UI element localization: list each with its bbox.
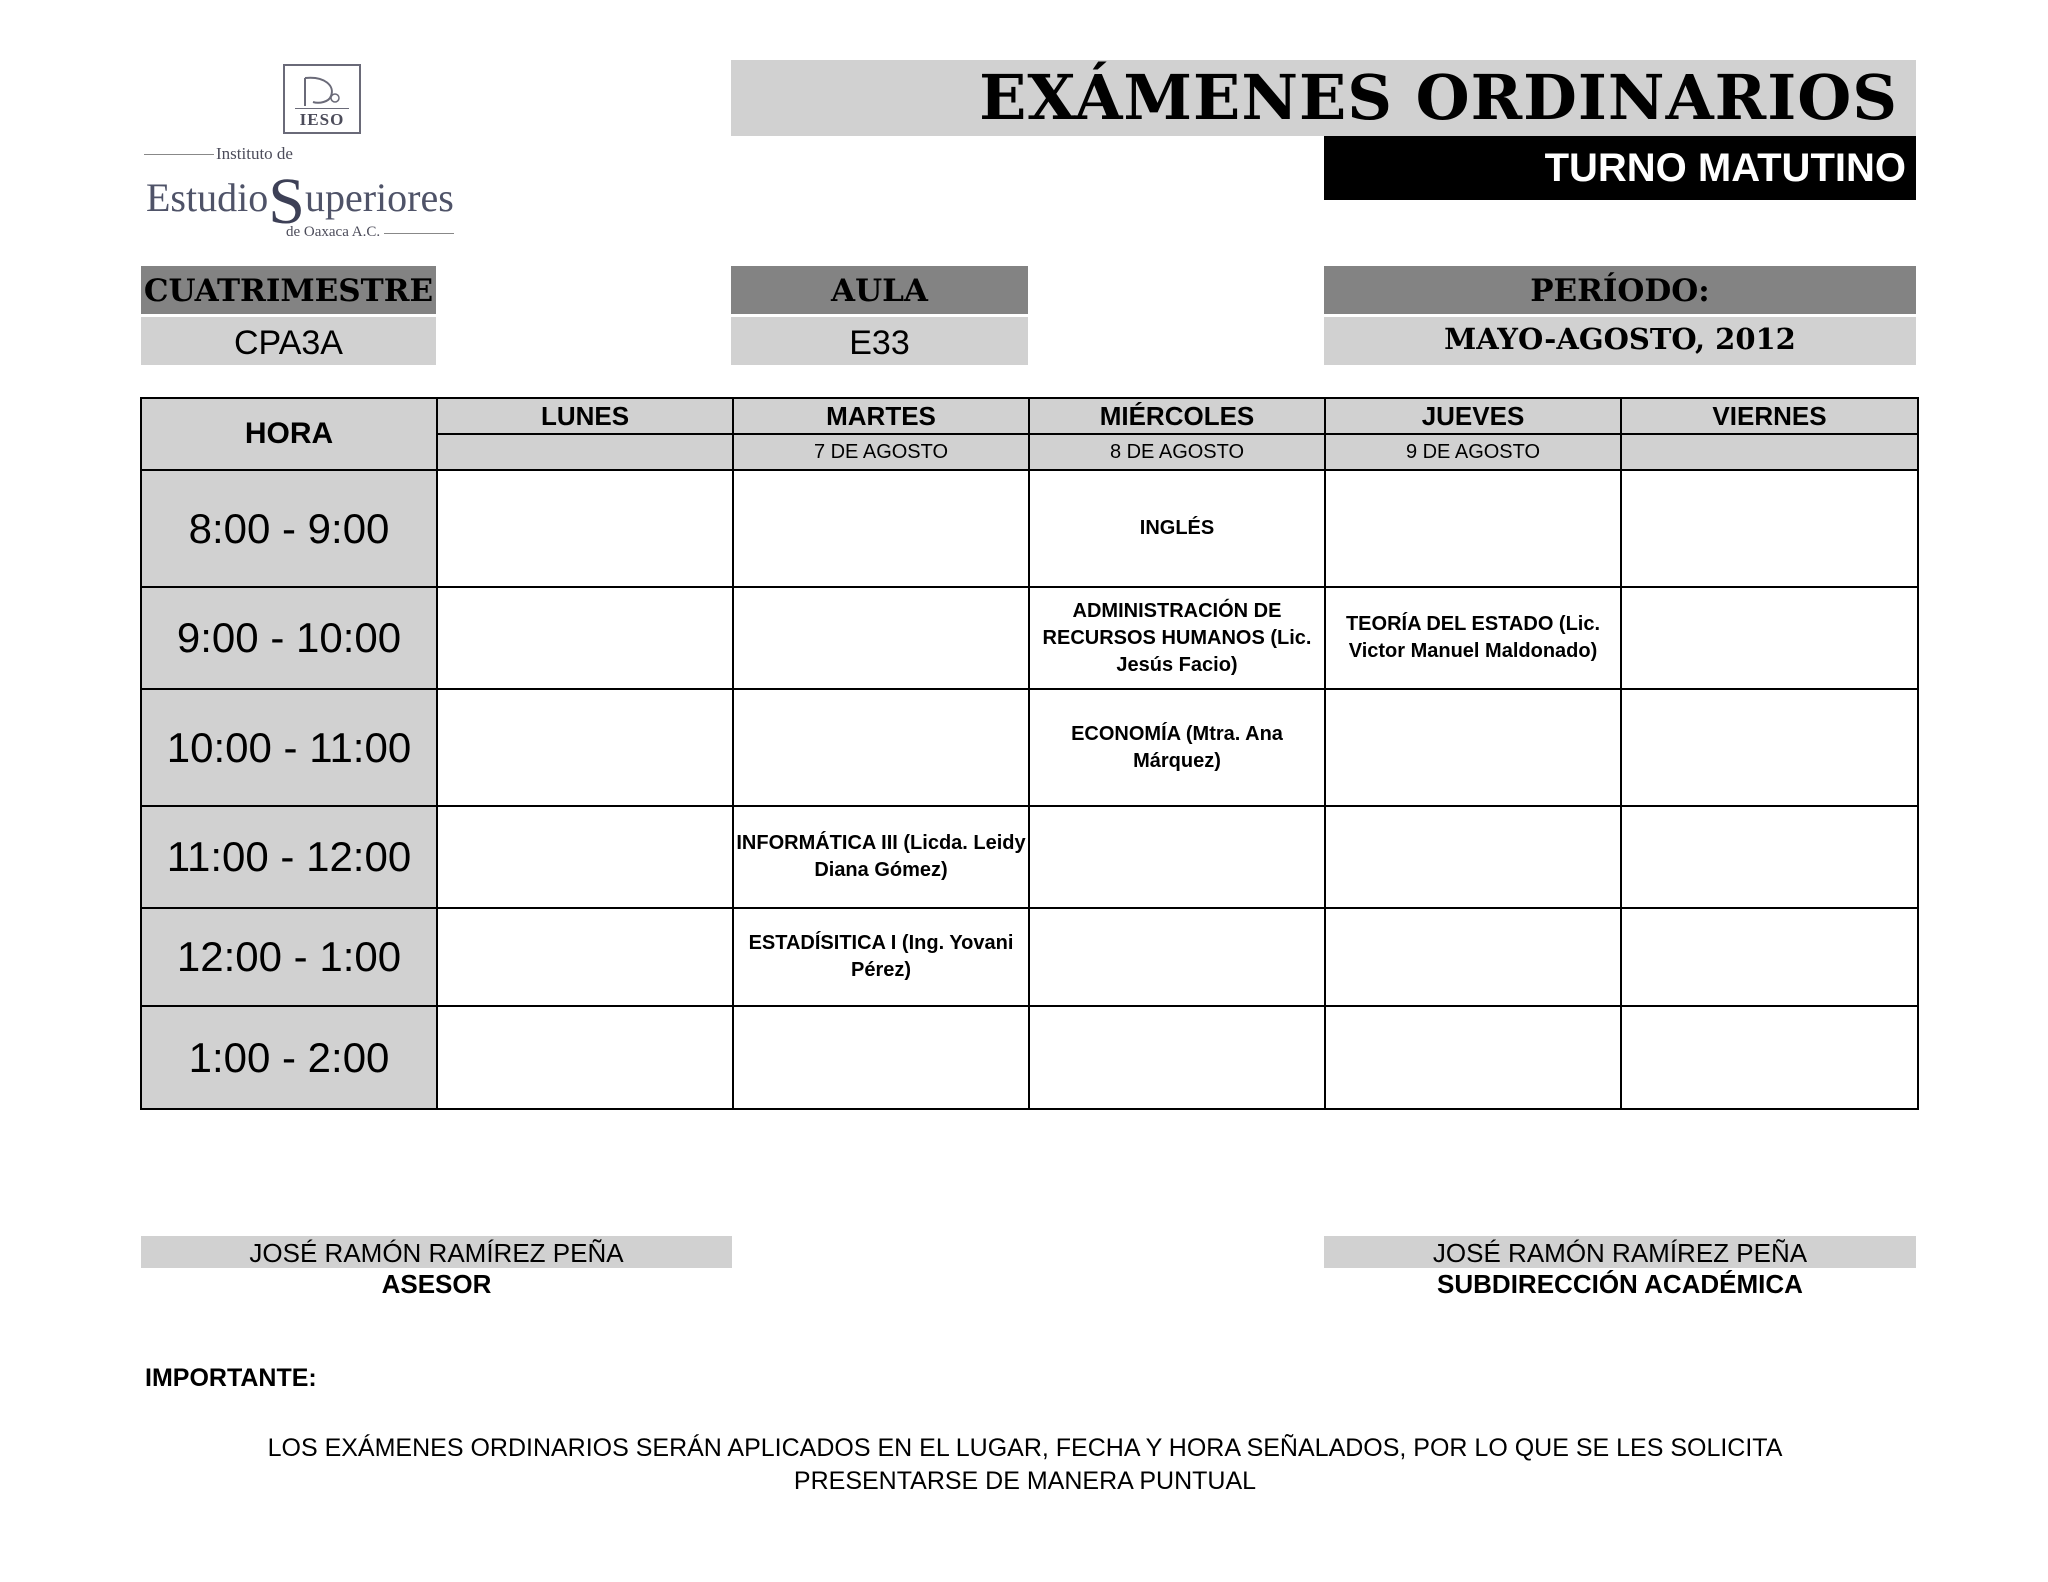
exam-cell: INFORMÁTICA III (Licda. Leidy Diana Gómez) (733, 806, 1029, 908)
exam-cell (1029, 1006, 1325, 1109)
exam-cell: ECONOMÍA (Mtra. Ana Márquez) (1029, 689, 1325, 806)
table-row (141, 806, 1918, 908)
time-slot: 11:00 - 12:00 (141, 806, 437, 908)
subdirector-role: SUBDIRECCIÓN ACADÉMICA (1437, 1269, 1803, 1299)
advisor-name: JOSÉ RAMÓN RAMÍREZ PEÑA (141, 1236, 732, 1268)
logo-institute-line: Instituto de (216, 144, 293, 163)
cuatrimestre-label: CUATRIMESTRE (141, 266, 436, 314)
time-slot: 8:00 - 9:00 (141, 470, 437, 587)
exam-cell (1621, 908, 1918, 1006)
table-row (141, 470, 1918, 587)
day-header-miercoles: MIÉRCOLES (1029, 398, 1325, 434)
date-lunes (437, 434, 733, 470)
exam-cell (733, 689, 1029, 806)
exam-cell (1621, 587, 1918, 689)
shift-label: TURNO MATUTINO (1544, 146, 1906, 190)
logo-seal-text: IESO (299, 110, 345, 129)
exam-cell (1325, 1006, 1621, 1109)
hora-header: HORA (141, 398, 437, 470)
exam-cell (1325, 689, 1621, 806)
day-header-lunes: LUNES (437, 398, 733, 434)
date-martes: 7 DE AGOSTO (733, 434, 1029, 470)
logo-main-part2: uperiores (304, 175, 454, 220)
time-slot: 12:00 - 1:00 (141, 908, 437, 1006)
exam-cell (437, 470, 733, 587)
table-header-days (141, 398, 1918, 434)
shift-banner (1324, 136, 1916, 200)
logo-seal (283, 64, 361, 134)
exam-cell: ESTADÍSITICA I (Ing. Yovani Pérez) (733, 908, 1029, 1006)
advisor-role: ASESOR (381, 1269, 492, 1299)
time-slot: 10:00 - 11:00 (141, 689, 437, 806)
time-slot: 9:00 - 10:00 (141, 587, 437, 689)
day-header-jueves: JUEVES (1325, 398, 1621, 434)
day-header-viernes: VIERNES (1621, 398, 1918, 434)
exam-cell (1325, 908, 1621, 1006)
page-title: EXÁMENES ORDINARIOS (979, 61, 1898, 134)
logo-big-s: S (268, 165, 305, 238)
cuatrimestre-value: CPA3A (141, 317, 436, 365)
exam-cell (1621, 470, 1918, 587)
exam-cell (1621, 689, 1918, 806)
date-viernes (1621, 434, 1918, 470)
exam-cell (437, 1006, 733, 1109)
exam-cell (1325, 806, 1621, 908)
subdirector-name: JOSÉ RAMÓN RAMÍREZ PEÑA (1324, 1236, 1916, 1268)
exam-cell: INGLÉS (1029, 470, 1325, 587)
institution-logo (146, 64, 491, 244)
exam-cell (733, 587, 1029, 689)
exam-cell: ADMINISTRACIÓN DE RECURSOS HUMANOS (Lic. Jesús Facio) (1029, 587, 1325, 689)
exam-cell (1029, 908, 1325, 1006)
exam-cell (1621, 1006, 1918, 1109)
date-jueves: 9 DE AGOSTO (1325, 434, 1621, 470)
aula-label: AULA (731, 266, 1028, 314)
title-banner (731, 60, 1916, 136)
exam-cell (437, 908, 733, 1006)
exam-cell (733, 470, 1029, 587)
periodo-label: PERÍODO: (1324, 266, 1916, 314)
time-slot: 1:00 - 2:00 (141, 1006, 437, 1109)
exam-cell (733, 1006, 1029, 1109)
notice-text: LOS EXÁMENES ORDINARIOS SERÁN APLICADOS EN EL LUGAR, FECHA Y HORA SEÑALADOS, POR LO QUE SE LES SOLICITA PRESENTARSE DE MANERA PUNTUAL (267, 1434, 1783, 1495)
exam-cell (1029, 806, 1325, 908)
day-header-martes: MARTES (733, 398, 1029, 434)
table-row (141, 908, 1918, 1006)
exam-cell (1325, 470, 1621, 587)
notice-label: IMPORTANTE: (145, 1364, 317, 1392)
exam-schedule-table (140, 397, 1919, 1110)
table-row (141, 587, 1918, 689)
periodo-value: MAYO-AGOSTO, 2012 (1324, 317, 1916, 365)
exam-cell (437, 806, 733, 908)
date-miercoles: 8 DE AGOSTO (1029, 434, 1325, 470)
logo-main-part1: Estudio (146, 175, 269, 220)
logo-sub-line: de Oaxaca A.C. (286, 224, 381, 240)
exam-cell (437, 587, 733, 689)
seal-emblem-icon (295, 72, 349, 109)
table-row (141, 689, 1918, 806)
exam-cell (1621, 806, 1918, 908)
table-row (141, 1006, 1918, 1109)
exam-cell (437, 689, 733, 806)
aula-value: E33 (731, 317, 1028, 365)
exam-cell: TEORÍA DEL ESTADO (Lic. Victor Manuel Maldonado) (1325, 587, 1621, 689)
